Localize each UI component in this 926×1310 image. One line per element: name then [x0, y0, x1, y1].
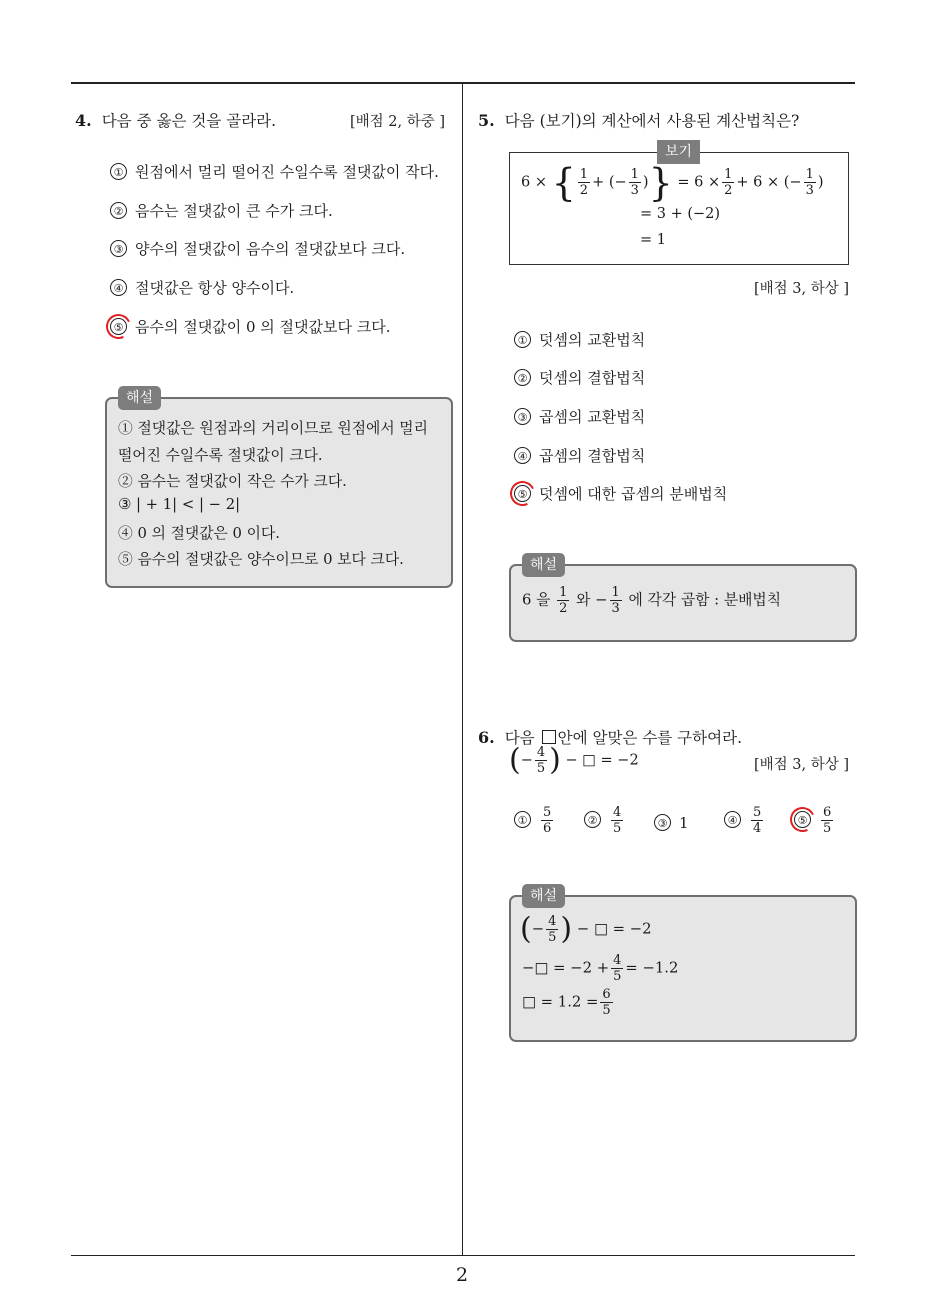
option-number-answer-mark: ⑤ [794, 811, 811, 828]
eq-text: = −1.2 [625, 959, 679, 977]
question-text: 다음 (보기)의 계산에서 사용된 계산법칙은? [504, 112, 800, 130]
fraction: $\frac{1}{2}$ [559, 585, 568, 616]
option-text: 음수의 절댓값이 0 의 절댓값보다 크다. [135, 318, 391, 336]
explanation-line: ① 절댓값은 원점과의 거리이므로 원점에서 멀리 [118, 420, 428, 437]
bogi-line-1 [521, 160, 824, 205]
explanation-line: ⑤ 음수의 절댓값은 양수이므로 0 보다 크다. [118, 551, 404, 568]
option-3[interactable] [110, 238, 405, 259]
explanation-line: 떨어진 수일수록 절댓값이 크다. [118, 447, 323, 464]
left-paren: ( [509, 742, 521, 778]
question-text: 안에 알맞은 수를 구하여라. [557, 729, 743, 747]
option-number: ④ [110, 279, 127, 296]
fraction: $\frac{1}{3}$ [611, 585, 620, 616]
option-1[interactable] [514, 329, 645, 350]
bogi-line-3: = 1 [640, 232, 666, 248]
question-6-equation [509, 742, 639, 778]
right-paren: ) [560, 911, 573, 947]
explanation-line-2 [522, 954, 678, 983]
option-text: 곱셈의 결합법칙 [539, 447, 646, 465]
option-number: ③ [654, 814, 671, 831]
option-3[interactable] [654, 814, 689, 832]
eq-text: + 6 × (− [736, 174, 802, 191]
explanation-tag: 해설 [522, 553, 565, 577]
eq-text: − [520, 752, 533, 769]
bottom-rule [71, 1255, 855, 1256]
left-brace: { [551, 160, 576, 205]
option-4[interactable] [724, 806, 765, 835]
option-text: 절댓값은 항상 양수이다. [135, 279, 295, 297]
left-paren: ( [520, 911, 532, 947]
fraction: $\frac{6}{5}$ [823, 805, 832, 836]
option-text: 1 [679, 814, 689, 832]
option-number-answer-mark: ⑤ [110, 318, 127, 335]
fraction-third: $\frac{1}{3}$ [630, 167, 639, 198]
eq-text: + (− [592, 174, 627, 191]
explanation-line: ② 음수는 절댓값이 작은 수가 크다. [118, 473, 347, 490]
fraction-half: $\frac{1}{2}$ [724, 167, 733, 198]
option-number: ③ [110, 240, 127, 257]
option-text: 덧셈의 결합법칙 [539, 369, 646, 387]
option-text: 덧셈에 대한 곱셈의 분배법칙 [539, 485, 728, 503]
option-1[interactable] [110, 161, 439, 182]
eq-text: 6 을 [522, 591, 551, 609]
explanation-tag: 해설 [522, 884, 565, 908]
eq-text: 에 각각 곱함 : 분배법칙 [628, 591, 781, 609]
bogi-tag: 보기 [657, 140, 700, 164]
eq-text: − □ = −2 [565, 752, 639, 769]
eq-text: ) [817, 174, 824, 191]
explanation-line [522, 586, 781, 615]
fraction-third: $\frac{1}{3}$ [805, 167, 814, 198]
explanation-line: ④ 0 의 절댓값은 0 이다. [118, 525, 280, 542]
fraction: $\frac{5}{4}$ [753, 805, 762, 836]
fraction-half: $\frac{1}{2}$ [579, 167, 589, 198]
option-3[interactable] [514, 406, 645, 427]
option-4[interactable] [514, 445, 645, 466]
score-label: [배점 3, 하상 ] [754, 757, 850, 773]
option-text: 음수는 절댓값이 큰 수가 크다. [135, 202, 333, 220]
eq-text: −□ = −2 + [522, 959, 610, 977]
score-label: [배점 2, 하중 ] [350, 114, 446, 130]
eq-text: ) [642, 174, 649, 191]
question-4-stem [75, 109, 276, 131]
right-brace: } [648, 160, 673, 205]
option-number: ② [110, 202, 127, 219]
eq-text: 6 × [521, 174, 547, 191]
question-5-stem [478, 109, 799, 131]
question-number: 6. [478, 728, 495, 747]
option-number: ② [584, 811, 601, 828]
fraction: $\frac{4}{5}$ [613, 953, 622, 984]
explanation-line: ③ | + 1| < | − 2| [118, 496, 241, 513]
eq-text: − [531, 920, 545, 938]
option-number: ④ [514, 447, 531, 464]
option-text: 양수의 절댓값이 음수의 절댓값보다 크다. [135, 240, 406, 258]
option-5[interactable] [110, 316, 391, 337]
option-5[interactable] [794, 806, 835, 835]
page-number: 2 [456, 1264, 469, 1286]
question-text: 다음 중 옳은 것을 골라라. [101, 112, 277, 130]
fraction: $\frac{4}{5}$ [536, 745, 546, 776]
option-2[interactable] [110, 200, 333, 221]
option-2[interactable] [514, 367, 645, 388]
explanation-line-1 [520, 911, 652, 947]
option-text: 원점에서 멀리 떨어진 수일수록 절댓값이 작다. [135, 163, 439, 181]
option-number-answer-mark: ⑤ [514, 485, 531, 502]
score-label: [배점 3, 하상 ] [754, 281, 850, 297]
question-number: 5. [478, 111, 495, 130]
fraction: $\frac{5}{6}$ [543, 805, 552, 836]
right-paren: ) [549, 742, 561, 778]
question-text: 다음 [504, 729, 535, 747]
option-number: ② [514, 369, 531, 386]
fraction: $\frac{4}{5}$ [613, 805, 622, 836]
fraction: $\frac{6}{5}$ [602, 987, 611, 1018]
option-4[interactable] [110, 277, 294, 298]
bogi-line-2: = 3 + (−2) [640, 206, 721, 222]
option-text: 곱셈의 교환법칙 [539, 408, 646, 426]
eq-text: 와 − [576, 591, 608, 609]
column-divider [462, 82, 463, 1256]
question-number: 4. [75, 111, 92, 130]
eq-text: − □ = −2 [576, 920, 652, 938]
option-text: 덧셈의 교환법칙 [539, 331, 646, 349]
option-2[interactable] [584, 806, 625, 835]
explanation-line-3 [522, 988, 615, 1017]
fraction: $\frac{4}{5}$ [548, 914, 557, 945]
option-1[interactable] [514, 806, 555, 835]
option-5[interactable] [514, 483, 727, 504]
option-number: ① [110, 163, 127, 180]
explanation-tag: 해설 [118, 386, 161, 410]
option-number: ③ [514, 408, 531, 425]
option-number: ① [514, 331, 531, 348]
option-number: ④ [724, 811, 741, 828]
eq-text: □ = 1.2 = [522, 993, 599, 1011]
eq-text: = 6 × [677, 174, 721, 191]
option-number: ① [514, 811, 531, 828]
